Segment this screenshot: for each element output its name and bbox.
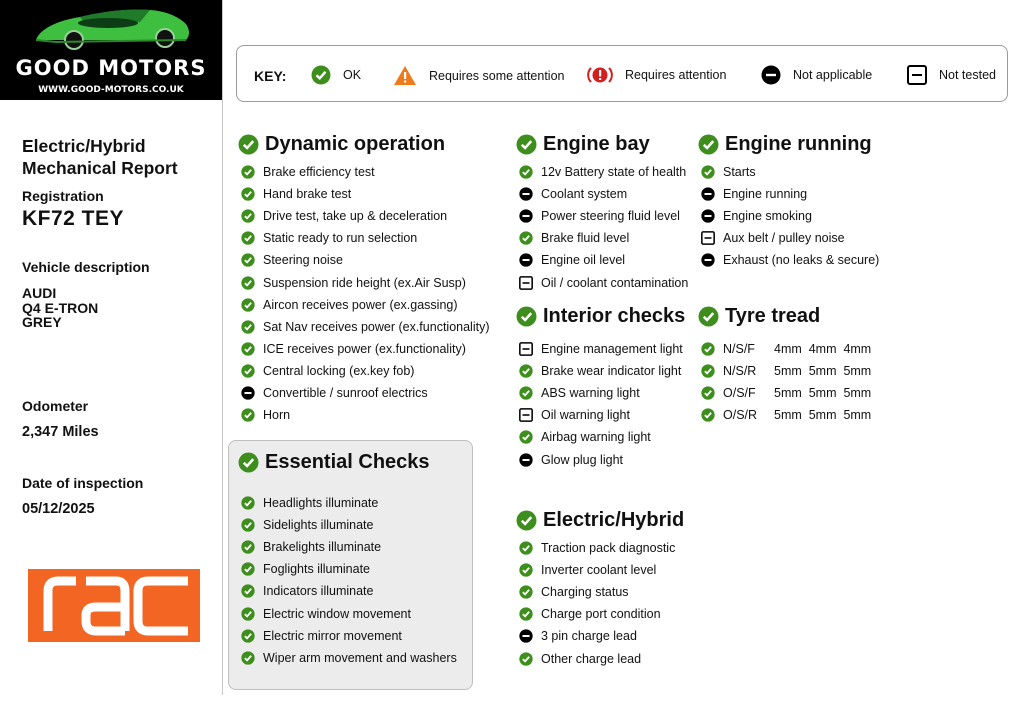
check-item [519, 187, 627, 201]
not-tested-icon [519, 342, 533, 356]
key-ok-label: OK [343, 68, 362, 82]
report-title-line2: Mechanical Report [22, 158, 178, 178]
check-item [519, 209, 680, 223]
column-divider [222, 0, 223, 695]
rac-logo-icon [28, 569, 200, 642]
ok-icon [241, 629, 255, 643]
check-item [241, 253, 343, 267]
tyre-position: N/S/F [723, 342, 755, 356]
check-item-label: Brake efficiency test [263, 165, 375, 179]
check-item-label: Inverter coolant level [541, 563, 657, 578]
check-item-label: Charging status [541, 585, 629, 600]
vehicle-make: AUDI [22, 285, 57, 301]
check-item-label: Engine oil level [541, 253, 626, 268]
ok-icon [701, 165, 715, 179]
ok-icon [519, 231, 533, 245]
ok-icon [516, 134, 537, 155]
registration-label: Registration [22, 188, 104, 204]
check-item [241, 231, 417, 245]
check-item [701, 408, 871, 422]
check-item-label: Oil / coolant contamination [541, 275, 689, 290]
essential-checks-title [238, 451, 430, 474]
ok-icon [519, 541, 533, 555]
check-item-label: Brake wear indicator light [541, 364, 682, 379]
interior-checks-title [516, 305, 685, 328]
ok-icon [516, 510, 537, 531]
ok-icon [241, 364, 255, 378]
odometer-value: 2,347 Miles [22, 424, 99, 440]
car-logo-icon [0, 0, 222, 60]
check-item [241, 518, 373, 532]
logo-name: GOOD MOTORS [15, 56, 207, 80]
ok-icon [519, 563, 533, 577]
ok-icon [519, 386, 533, 400]
check-item [519, 386, 640, 400]
key-some-attention [393, 65, 565, 86]
ok-icon [241, 187, 255, 201]
check-item [519, 563, 656, 577]
report-title-line1: Electric/Hybrid [22, 136, 146, 156]
key-ok [311, 65, 361, 85]
check-item [519, 430, 651, 444]
not-tested-icon [519, 276, 533, 290]
ok-icon [701, 408, 715, 422]
check-item-label: Hand brake test [263, 187, 352, 202]
check-item [519, 342, 683, 356]
check-item [241, 540, 381, 554]
check-item-label: Sat Nav receives power (ex.functionality) [263, 319, 490, 334]
check-item-label: Convertible / sunroof electrics [263, 386, 428, 400]
check-item-label: Other charge lead [541, 651, 642, 666]
check-item-label: ABS warning light [541, 386, 640, 401]
check-item-label: Headlights illuminate [263, 496, 379, 510]
ok-icon [519, 430, 533, 444]
tyre-position: O/S/R [723, 408, 758, 423]
ok-icon [698, 134, 719, 155]
not-applicable-icon [701, 187, 715, 201]
check-item [519, 276, 688, 290]
key-not-applicable [761, 65, 872, 85]
check-item-label: Central locking (ex.key fob) [263, 363, 415, 378]
check-item [519, 453, 623, 467]
check-item-label: Exhaust (no leaks & secure) [723, 253, 880, 268]
check-item [241, 209, 447, 223]
ok-icon [241, 562, 255, 576]
ok-icon [241, 518, 255, 532]
interior-checks-title-text: Interior checks [543, 305, 686, 327]
check-item [701, 165, 756, 179]
ok-icon [519, 652, 533, 666]
check-item-label: Starts [723, 165, 756, 179]
check-item [519, 629, 637, 643]
check-item [701, 253, 879, 267]
check-item [519, 408, 630, 422]
ok-icon [701, 386, 715, 400]
warning-triangle-icon [393, 65, 417, 86]
ok-icon [241, 408, 255, 422]
electric-hybrid-title [516, 509, 684, 532]
status-key [236, 45, 1008, 102]
check-item [701, 209, 812, 223]
not-applicable-icon [519, 629, 533, 643]
tyre-tread-values: 5mm 5mm 5mm [774, 364, 872, 379]
tyre-tread-values: 4mm 4mm 4mm [774, 342, 872, 356]
check-item-label: Oil warning light [541, 408, 630, 423]
check-item [241, 386, 428, 400]
essential-checks-title-text: Essential Checks [265, 451, 430, 473]
key-not-tested [907, 65, 996, 85]
ok-icon [238, 452, 259, 473]
engine-running-title-text: Engine running [725, 133, 872, 155]
date-label: Date of inspection [22, 475, 144, 491]
date-value: 05/12/2025 [22, 501, 95, 517]
check-item [241, 364, 414, 378]
not-applicable-icon [241, 386, 255, 400]
ok-icon [519, 165, 533, 179]
check-item-label: Engine smoking [723, 209, 812, 224]
key-not-tested-label: Not tested [939, 68, 996, 82]
check-item-label: Electric mirror movement [263, 628, 402, 643]
check-item-label: ICE receives power (ex.functionality) [263, 341, 466, 356]
check-item-label: Steering noise [263, 253, 343, 268]
check-item [241, 408, 290, 422]
key-not-applicable-label: Not applicable [793, 68, 873, 82]
not-applicable-icon [761, 65, 781, 85]
ok-icon [519, 364, 533, 378]
check-item-label: Wiper arm movement and washers [263, 650, 457, 665]
odometer-label: Odometer [22, 398, 89, 414]
tyre-tread-values: 5mm 5mm 5mm [774, 408, 872, 423]
not-tested-icon [907, 65, 927, 85]
not-applicable-icon [519, 209, 533, 223]
dynamic-operation-title-text: Dynamic operation [265, 133, 446, 155]
vehicle-colour: GREY [22, 314, 62, 330]
check-item [241, 298, 458, 312]
tyre-tread-values: 5mm 5mm 5mm [774, 386, 872, 401]
ok-icon [238, 134, 259, 155]
ok-icon [241, 298, 255, 312]
key-label: KEY: [254, 68, 287, 84]
check-item [519, 541, 675, 555]
ok-icon [241, 231, 255, 245]
check-item [519, 364, 681, 378]
check-item [519, 165, 686, 179]
electric-hybrid-title-text: Electric/Hybrid [543, 509, 685, 531]
ok-icon [241, 276, 255, 290]
check-item-label: Charge port condition [541, 607, 661, 622]
good-motors-logo [0, 0, 222, 100]
check-item [241, 320, 489, 334]
check-item-label: Drive test, take up & deceleration [263, 209, 448, 224]
ok-icon [516, 306, 537, 327]
engine-running-title [698, 133, 872, 156]
check-item [241, 342, 466, 356]
tyre-tread-title-text: Tyre tread [725, 305, 821, 327]
tyre-tread-title [698, 305, 820, 328]
ok-icon [241, 607, 255, 621]
tyre-position: O/S/F [723, 386, 756, 401]
attention-icon [587, 65, 613, 85]
ok-icon [241, 496, 255, 510]
check-item-label: 12v Battery state of health [541, 165, 687, 179]
check-item [519, 607, 661, 621]
check-item-label: Traction pack diagnostic [541, 541, 676, 555]
engine-bay-title [516, 133, 650, 156]
check-item [701, 231, 845, 245]
key-attention-label: Requires attention [625, 68, 727, 82]
ok-icon [241, 540, 255, 554]
check-item-label: Power steering fluid level [541, 209, 680, 224]
dynamic-operation-title [238, 133, 445, 156]
rac-logo [28, 569, 200, 642]
check-item [241, 629, 402, 643]
check-item-label: Aux belt / pulley noise [723, 231, 845, 246]
vehicle-model: Q4 E-TRON [22, 299, 99, 316]
ok-icon [241, 342, 255, 356]
check-item-label: Glow plug light [541, 452, 623, 467]
ok-icon [698, 306, 719, 327]
check-item-label: Sidelights illuminate [263, 518, 374, 533]
not-applicable-icon [519, 187, 533, 201]
not-tested-icon [701, 231, 715, 245]
vehicle-description-label: Vehicle description [22, 259, 150, 275]
tyre-position: N/S/R [723, 364, 757, 379]
ok-icon [241, 253, 255, 267]
ok-icon [701, 342, 715, 356]
check-item-label: Aircon receives power (ex.gassing) [263, 297, 458, 312]
check-item-label: Foglights illuminate [263, 562, 370, 577]
check-item [701, 386, 871, 400]
not-applicable-icon [519, 453, 533, 467]
key-some-attention-label: Requires some attention [429, 68, 565, 83]
check-item [241, 562, 370, 576]
check-item-label: Airbag warning light [541, 430, 651, 445]
check-item-label: Indicators illuminate [263, 584, 374, 599]
ok-icon [311, 65, 331, 85]
ok-icon [701, 364, 715, 378]
registration-value: KF72 TEY [22, 207, 125, 230]
check-item [519, 231, 629, 245]
not-tested-icon [519, 408, 533, 422]
check-item-label: Electric window movement [263, 606, 411, 621]
check-item-label: 3 pin charge lead [541, 629, 637, 644]
check-item [241, 651, 457, 665]
check-item-label: Engine management light [541, 342, 683, 356]
check-item [519, 652, 641, 666]
ok-icon [519, 585, 533, 599]
check-item [519, 585, 629, 599]
check-item [241, 165, 375, 179]
check-item-label: Coolant system [541, 187, 628, 202]
check-item [701, 187, 807, 201]
ok-icon [241, 584, 255, 598]
engine-bay-title-text: Engine bay [543, 133, 650, 155]
check-item-label: Engine running [723, 187, 808, 202]
check-item-label: Suspension ride height (ex.Air Susp) [263, 275, 466, 290]
check-item [241, 584, 373, 598]
not-applicable-icon [519, 253, 533, 267]
ok-icon [241, 209, 255, 223]
check-item [241, 607, 411, 621]
check-item-label: Brakelights illuminate [263, 540, 382, 555]
ok-icon [241, 165, 255, 179]
vehicle-description [22, 286, 98, 330]
check-item [241, 187, 351, 201]
ok-icon [241, 651, 255, 665]
not-applicable-icon [701, 209, 715, 223]
check-item [519, 253, 625, 267]
check-item-label: Static ready to run selection [263, 231, 418, 246]
not-applicable-icon [701, 253, 715, 267]
ok-icon [519, 607, 533, 621]
check-item [241, 276, 466, 290]
key-attention [587, 65, 726, 85]
check-item-label: Horn [263, 408, 291, 423]
logo-url: WWW.GOOD-MOTORS.CO.UK [38, 85, 184, 95]
check-item-label: Brake fluid level [541, 231, 630, 246]
check-item [701, 342, 871, 356]
ok-icon [241, 320, 255, 334]
check-item [701, 364, 871, 378]
check-item [241, 496, 378, 510]
